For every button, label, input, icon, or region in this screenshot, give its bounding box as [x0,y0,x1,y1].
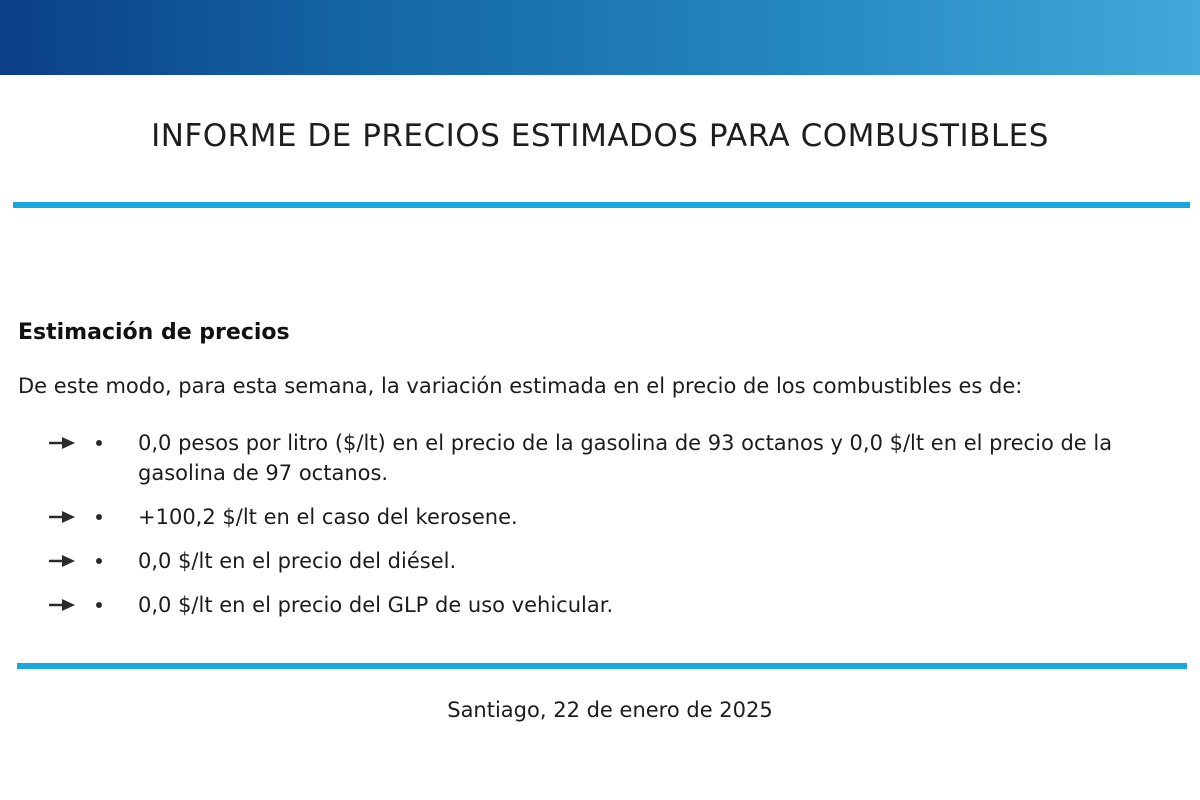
arrow-right-icon [48,595,76,615]
list-item-text: 0,0 $/lt en el precio del GLP de uso vehicular. [138,593,614,617]
bottom-divider [17,663,1187,669]
bullet-dot-icon [96,558,102,564]
list-item-glp [0,590,1188,620]
list-item-text: +100,2 $/lt en el caso del kerosene. [138,505,518,529]
footer-date: Santiago, 22 de enero de 2025 [447,698,773,722]
list-item-text: 0,0 pesos por litro ($/lt) en el precio de la gasolina de 93 octanos y 0,0 $/lt en el precio de la gasolina de 97 octanos. [138,431,1113,485]
document-title: INFORME DE PRECIOS ESTIMADOS PARA COMBUSTIBLES [151,118,1049,154]
arrow-right-icon [48,507,76,527]
intro-paragraph: De este modo, para esta semana, la variación estimada en el precio de los combustibles es de: [18,374,1023,398]
bullet-dot-icon [96,440,102,446]
header-banner [0,0,1200,75]
list-item-diesel [0,546,1188,576]
bullet-dot-icon [96,514,102,520]
price-variation-list [0,428,1200,634]
top-divider [13,202,1190,208]
list-item-kerosene [0,502,1188,532]
arrow-right-icon [48,551,76,571]
arrow-right-icon [48,433,76,453]
list-item-gasoline [0,428,1188,488]
section-heading: Estimación de precios [18,320,290,345]
list-item-text: 0,0 $/lt en el precio del diésel. [138,549,457,573]
bullet-dot-icon [96,602,102,608]
